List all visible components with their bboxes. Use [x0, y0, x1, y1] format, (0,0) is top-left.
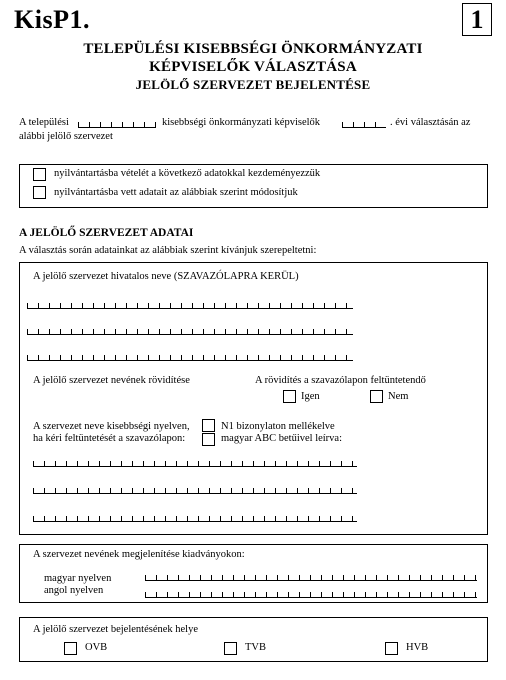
publications-label: A szervezet nevének megjelenítése kiadványokon:	[33, 549, 245, 560]
hungarian-abc-label: magyar ABC betűivel leírva:	[221, 433, 343, 444]
new-registration-label: nyilvántartásba vételét a következő adatokkal kezdeményezzük	[54, 168, 321, 179]
hungarian-name-field[interactable]	[145, 575, 477, 581]
intro-part-1: A települési	[19, 117, 69, 128]
tvb-label: TVB	[245, 642, 266, 653]
minority-name-field-2[interactable]	[33, 488, 357, 494]
page-number: 1	[462, 3, 492, 36]
year-field[interactable]	[342, 122, 386, 128]
n1-attached-checkbox[interactable]	[202, 419, 215, 432]
hungarian-abc-checkbox[interactable]	[202, 433, 215, 446]
modify-registration-checkbox[interactable]	[33, 186, 46, 199]
official-name-field-1[interactable]	[27, 303, 353, 309]
settlement-field[interactable]	[78, 122, 156, 128]
abbrev-yes-checkbox[interactable]	[283, 390, 296, 403]
intro-part-3: . évi választásán az	[390, 117, 471, 128]
english-name-field[interactable]	[145, 592, 477, 598]
ovb-checkbox[interactable]	[64, 642, 77, 655]
title-line-2: KÉPVISELŐK VÁLASZTÁSA	[149, 59, 357, 75]
abbrev-no-label: Nem	[388, 391, 409, 402]
hungarian-language-label: magyar nyelven	[44, 573, 112, 584]
official-name-field-2[interactable]	[27, 329, 353, 335]
minority-name-label-2: ha kéri feltüntetését a szavazólapon:	[33, 433, 186, 444]
modify-registration-label: nyilvántartásba vett adatait az alábbiak szerint módosítjuk	[54, 187, 298, 198]
abbreviation-display-label: A rövidítés a szavazólapon feltüntetendő	[255, 375, 426, 386]
hvb-checkbox[interactable]	[385, 642, 398, 655]
form-code: KisP1.	[14, 5, 90, 34]
section-subtitle: A választás során adatainkat az alábbiak szerint kívánjuk szerepeltetni:	[19, 245, 317, 256]
official-name-label: A jelölő szervezet hivatalos neve (SZAVAZÓLAPRA KERÜL)	[33, 271, 299, 282]
tvb-checkbox[interactable]	[224, 642, 237, 655]
minority-name-field-3[interactable]	[33, 516, 357, 522]
abbrev-yes-label: Igen	[301, 391, 320, 402]
english-language-label: angol nyelven	[44, 585, 104, 596]
submission-place-label: A jelölő szervezet bejelentésének helye	[33, 624, 199, 635]
minority-name-label-1: A szervezet neve kisebbségi nyelven,	[33, 421, 190, 432]
section-heading: A JELÖLŐ SZERVEZET ADATAI	[19, 227, 194, 239]
abbreviation-label: A jelölő szervezet nevének rövidítése	[33, 375, 190, 386]
abbrev-no-checkbox[interactable]	[370, 390, 383, 403]
n1-attached-label: N1 bizonylaton mellékelve	[221, 421, 335, 432]
official-name-field-3[interactable]	[27, 355, 353, 361]
minority-name-field-1[interactable]	[33, 461, 357, 467]
title-line-1: TELEPÜLÉSI KISEBBSÉGI ÖNKORMÁNYZATI	[83, 41, 423, 57]
intro-line-2: alábbi jelölő szervezet	[19, 131, 113, 142]
ovb-label: OVB	[85, 642, 108, 653]
new-registration-checkbox[interactable]	[33, 168, 46, 181]
intro-part-2: kisebbségi önkormányzati képviselők	[162, 117, 321, 128]
title-line-3: JELÖLŐ SZERVEZET BEJELENTÉSE	[135, 77, 371, 92]
hvb-label: HVB	[406, 642, 429, 653]
